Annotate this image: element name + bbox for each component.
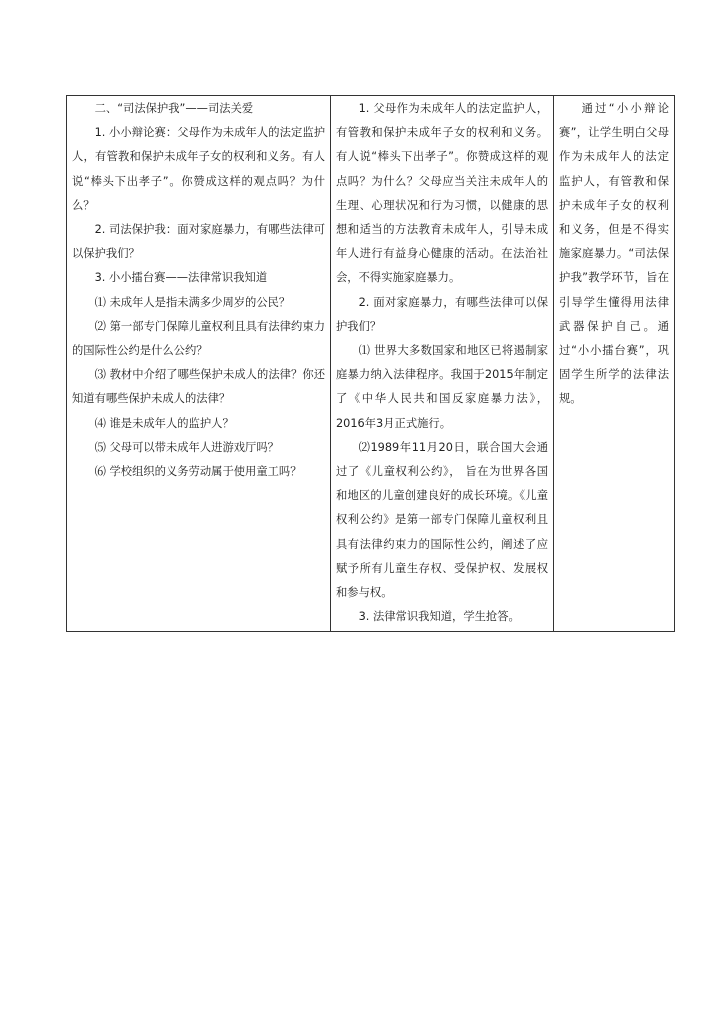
answer-paragraph: ⑵1989年11月20日，联合国大会通过了《儿童权利公约》， 旨在为世界各国和地区的儿童创建良好的成长环境。《儿童权利公约》是第一部专门保障儿童权利且具有法律约束力的国际性公约，阐述了应赋予所有儿童生存权、受保护权、发展权和参与权。 (336, 440, 548, 600)
activity-item: 3. 小小擂台赛——法律常识我知道 (94, 271, 268, 285)
design-intent-text: 通过“小小辩论赛”，让学生明白父母作为未成年人的法定监护人，有管教和保护未成年子女的权利和义务，但是不得实施家庭暴力。“司法保护我”教学环节，旨在引导学生懂得用法律武器保护自己。通过“小小擂台赛”，巩固学生所学的法律法规。 (559, 102, 669, 406)
student-activity-column (331, 96, 554, 632)
quiz-question: ⑴ 未成年人是指未满多少周岁的公民？ (94, 295, 291, 309)
quiz-question: ⑶ 教材中介绍了哪些保护未成人的法律？你还知道有哪些保护未成人的法律？ (72, 368, 325, 406)
activity-column (67, 96, 331, 632)
answer-paragraph: 1. 父母作为未成年人的法定监护人，有管教和保护未成年子女的权利和义务。有人说“棒头下出孝子”。你赞成这样的观点吗？为什么？父母应当关注未成年人的生理、心理状况和行为习惯，以健康的思想和适当的方法教育未成年人，引导未成年人进行有益身心健康的活动。在法治社会，不得实施家庭暴力。 (336, 102, 548, 285)
quiz-question: ⑹ 学校组织的义务劳动属于使用童工吗？ (94, 465, 302, 479)
answer-paragraph: 2. 面对家庭暴力，有哪些法律可以保护我们？ (336, 295, 548, 333)
quiz-question: ⑸ 父母可以带未成年人进游戏厅吗？ (94, 440, 279, 454)
answer-paragraph: ⑴ 世界大多数国家和地区已将遏制家庭暴力纳入法律程序。我国于2015年制定了《中华人民共和国反家庭暴力法》，2016年3月正式施行。 (336, 344, 548, 430)
lesson-plan-sheet (66, 95, 669, 632)
lesson-table (66, 95, 675, 632)
quiz-question: ⑵ 第一部专门保障儿童权利且具有法律约束力的国际性公约是什么公约？ (72, 319, 325, 358)
quiz-question: ⑷ 谁是未成年人的监护人？ (94, 416, 234, 430)
answer-paragraph: 3. 法律常识我知道，学生抢答。 (358, 610, 520, 624)
activity-item: 2. 司法保护我：面对家庭暴力，有哪些法律可以保护我们？ (72, 223, 325, 261)
design-intent-column (554, 96, 675, 632)
table-row (67, 96, 675, 632)
activity-item: 1. 小小辩论赛：父母作为未成年人的法定监护人，有管教和保护未成年子女的权利和义务。有人说“棒头下出孝子”。你赞成这样的观点吗？为什么？ (72, 126, 325, 212)
section-heading: 二、“司法保护我”——司法关爱 (94, 102, 254, 115)
